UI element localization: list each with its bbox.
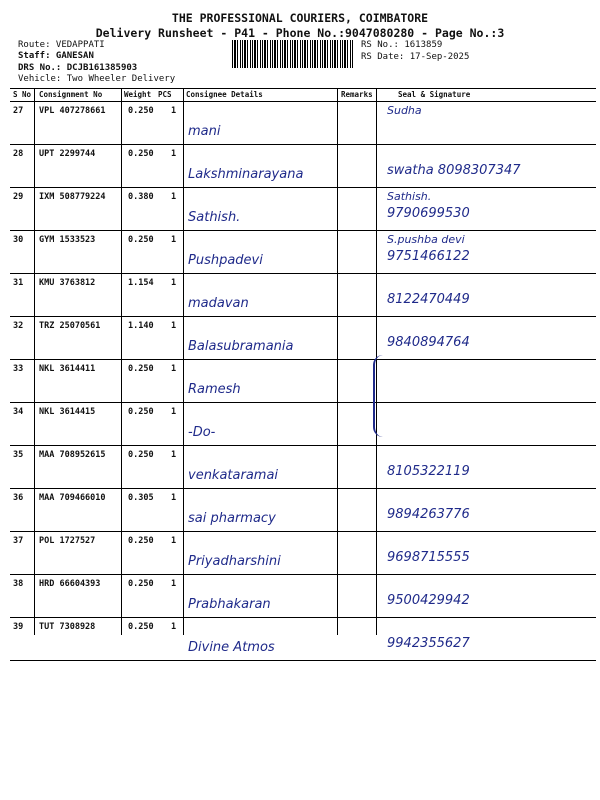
row-consignee-handwritten: Prabhakaran [188,597,271,612]
runsheet-subtitle: Delivery Runsheet - P41 - Phone No.:9047080280 - Page No.:3 [95,26,505,40]
row-consignment: NKL 3614415 [39,407,96,417]
table-row [10,489,596,532]
row-consignment: TRZ 25070561 [39,321,101,331]
row-phone-handwritten: 8105322119 [387,464,470,479]
table-row [10,231,596,274]
row-pcs: 1 [171,450,177,460]
row-consignee-handwritten: -Do- [188,425,216,440]
row-sno: 35 [13,450,24,460]
row-phone-handwritten: 9751466122 [387,249,470,264]
row-weight: 0.250 [128,622,154,632]
row-pcs: 1 [171,407,177,417]
row-consignee-handwritten: Priyadharshini [188,554,281,569]
row-sno: 30 [13,235,24,245]
row-consignee-handwritten: Balasubramania [188,339,294,354]
row-pcs: 1 [171,278,177,288]
header-consignee: Consignee Details [186,90,263,99]
table-row [10,360,596,403]
row-consignment: GYM 1533523 [39,235,96,245]
row-consignment: IXM 508779224 [39,192,106,202]
row-phone-handwritten: 9698715555 [387,550,470,565]
row-signature-handwritten: Sudha [387,104,422,117]
row-pcs: 1 [171,192,177,202]
table-row [10,317,596,360]
row-phone-handwritten: 8122470449 [387,292,470,307]
row-phone-handwritten: 9790699530 [387,206,470,221]
row-signature-handwritten: S.pushba devi [387,233,465,246]
row-sno: 38 [13,579,24,589]
row-consignment: NKL 3614411 [39,364,96,374]
header-pcs: PCS [158,90,172,99]
header-consignment: Consignment No [39,90,103,99]
row-sno: 31 [13,278,24,288]
row-weight: 0.250 [128,149,154,159]
row-consignment: POL 1727527 [39,536,96,546]
company-title: THE PROFESSIONAL COURIERS, COIMBATORE [171,11,429,25]
row-consignee-handwritten: sai pharmacy [188,511,276,526]
header-seal: Seal & Signature [398,90,471,99]
row-sno: 32 [13,321,24,331]
row-weight: 0.380 [128,192,154,202]
row-consignee-handwritten: mani [188,124,221,139]
row-weight: 0.250 [128,450,154,460]
row-pcs: 1 [171,235,177,245]
row-weight: 0.250 [128,364,154,374]
table-row [10,618,596,661]
row-sno: 28 [13,149,24,159]
drs-number: DRS No.: DCJB161385903 [18,63,138,73]
row-consignee-handwritten: Sathish. [188,210,241,225]
row-consignee-handwritten: Divine Atmos [188,640,275,655]
row-weight: 1.154 [128,278,154,288]
row-weight: 0.250 [128,536,154,546]
table-header [10,89,596,102]
row-pcs: 1 [171,321,177,331]
row-consignment: VPL 407278661 [39,106,106,116]
row-pcs: 1 [171,106,177,116]
row-consignment: UPT 2299744 [39,149,96,159]
row-sno: 33 [13,364,24,374]
row-sno: 37 [13,536,24,546]
row-consignee-handwritten: Ramesh [188,382,241,397]
table-row [10,575,596,618]
row-phone-handwritten: swatha 8098307347 [387,163,521,178]
table-row [10,102,596,145]
header-weight: Weight [124,90,152,99]
row-phone-handwritten: 9942355627 [387,636,470,651]
row-sno: 39 [13,622,24,632]
row-consignee-handwritten: madavan [188,296,249,311]
row-weight: 0.250 [128,235,154,245]
row-sno: 27 [13,106,24,116]
table-row [10,274,596,317]
row-pcs: 1 [171,536,177,546]
row-weight: 1.140 [128,321,154,331]
table-row [10,532,596,575]
row-sno: 34 [13,407,24,417]
header-sno: S No [13,90,32,99]
staff-label: Staff: GANESAN [18,51,94,61]
row-pcs: 1 [171,622,177,632]
rs-date: RS Date: 17-Sep-2025 [361,52,470,62]
row-consignee-handwritten: venkataramai [188,468,279,483]
row-consignee-handwritten: Pushpadevi [188,253,263,268]
row-sno: 29 [13,192,24,202]
vehicle-label: Vehicle: Two Wheeler Delivery [18,74,176,84]
runsheet-table [10,88,596,661]
row-pcs: 1 [171,149,177,159]
row-signature-handwritten: Sathish. [387,190,432,203]
route-label: Route: VEDAPPATI [18,40,105,50]
row-consignment: MAA 708952615 [39,450,106,460]
row-consignee-handwritten: Lakshminarayana [188,167,304,182]
row-pcs: 1 [171,493,177,503]
row-consignment: MAA 709466010 [39,493,106,503]
row-pcs: 1 [171,579,177,589]
table-row [10,446,596,489]
header-remarks: Remarks [341,90,373,99]
table-row [10,188,596,231]
barcode-image [232,40,354,68]
table-row [10,403,596,446]
row-consignment: TUT 7308928 [39,622,96,632]
row-sno: 36 [13,493,24,503]
row-phone-handwritten: 9840894764 [387,335,470,350]
row-consignment: KMU 3763812 [39,278,96,288]
rs-number: RS No.: 1613859 [361,40,443,50]
row-weight: 0.305 [128,493,154,503]
row-pcs: 1 [171,364,177,374]
row-phone-handwritten: 9894263776 [387,507,470,522]
row-weight: 0.250 [128,106,154,116]
row-weight: 0.250 [128,407,154,417]
row-weight: 0.250 [128,579,154,589]
table-row [10,145,596,188]
row-consignment: HRD 66604393 [39,579,101,589]
bracket-mark [373,355,389,437]
row-phone-handwritten: 9500429942 [387,593,470,608]
